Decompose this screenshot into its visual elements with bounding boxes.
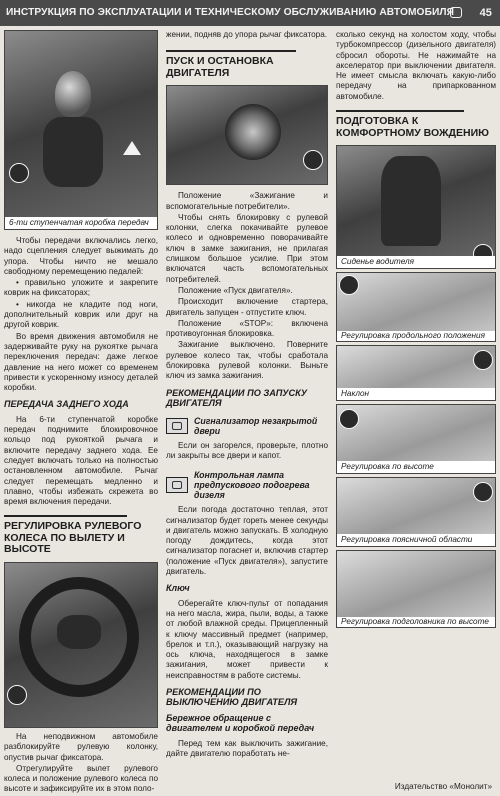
column-right	[336, 30, 496, 631]
figure-caption: Регулировка по высоте	[337, 461, 495, 473]
figure-caption: Регулировка подголовника по высоте	[337, 617, 495, 627]
brand-badge-icon	[7, 685, 27, 705]
column-left	[4, 30, 158, 796]
brand-badge-icon	[473, 482, 493, 502]
page-header	[0, 0, 500, 26]
page-number: 45	[479, 7, 492, 19]
paragraph: Если погода достаточно теплая, этот сигнализатор будет гореть менее секунды и двигатель можно запускать. В холодную погоду дождитесь, когда этот сигнализатор погаснет и, включив стартер (положение «Пуск двигателя»), запустите двигатель.	[166, 505, 328, 577]
paragraph: Отрегулируйте вылет рулевого колеса и положение рулевого колеса по высоте и зафиксируйте их в этом поло-	[4, 763, 158, 794]
paragraph: Положение «STOP»: включена противоугонная блокировка.	[166, 318, 328, 339]
section-heading: РЕКОМЕНДАЦИИ ПО ЗАПУСКУ ДВИГАТЕЛЯ	[166, 387, 308, 408]
warning-label: Сигнализатор незакрытой двери	[194, 415, 318, 436]
paragraph: Перед тем как выключить зажигание, дайте двигателю поработать не-	[166, 738, 328, 758]
divider	[4, 515, 127, 517]
section-heading: РЕКОМЕНДАЦИИ ПО ВЫКЛЮЧЕНИЮ ДВИГАТЕЛЯ	[166, 687, 298, 707]
divider	[336, 110, 464, 112]
glow-plug-icon	[166, 477, 188, 493]
paragraph: Положение «Зажигание и вспомогательные потребители».	[166, 191, 328, 211]
section-heading: РЕГУЛИРОВКА РУЛЕВОГО КОЛЕСА ПО ВЫЛЕТУ И ВЫСОТЕ	[4, 520, 142, 556]
gear-knob-shape	[55, 71, 91, 117]
warning-label: Контрольная лампа предпускового подогрева дизеля	[194, 469, 310, 501]
brand-badge-icon	[303, 150, 323, 170]
paragraph: сколько секунд на холостом ходу, чтобы турбокомпрессор (дизельного двигателя) сбросил обороты. Не нажимайте на акселератор при выключении двигателя. Не имеет смысла включать какую-либо передачу на припаркованном автомобиле.	[336, 30, 496, 101]
header-title: ИНСТРУКЦИЯ ПО ЭКСПЛУАТАЦИИ И ТЕХНИЧЕСКОМУ ОБСЛУЖИВАНИЮ АВТОМОБИЛЯ	[6, 7, 455, 18]
paragraph: На 6-ти ступенчатой коробке передач поднимите блокировочное кольцо под рукояткой рычага и включите передачу заднего хода. Ее следует включать только на полностью остановленном автомобиле. Рычаг следует перемещать медленно и плавно, чтобы избежать скрежета во время включения передачи.	[4, 414, 158, 507]
section-heading: Ключ	[166, 583, 190, 594]
steering-wheel-photo	[4, 562, 158, 728]
paragraph: Если он загорелся, проверьте, плотно ли закрыты все двери и капот.	[166, 441, 328, 461]
seat-recline-photo	[336, 345, 496, 401]
divider	[166, 50, 296, 52]
headrest-photo	[336, 550, 496, 628]
bullet-item: • правильно уложите и закрепите коврик на фиксаторах;	[4, 278, 158, 298]
column-middle	[166, 30, 328, 760]
ignition-switch-photo	[166, 85, 328, 185]
paragraph: Происходит включение стартера, двигатель запущен - отпустите ключ.	[166, 297, 328, 317]
seat-lumbar-photo	[336, 477, 496, 547]
section-heading: ПУСК И ОСТАНОВКА ДВИГАТЕЛЯ	[166, 55, 274, 79]
brand-badge-icon	[9, 163, 29, 183]
seat-slide-photo	[336, 272, 496, 342]
wheel-hub-shape	[57, 615, 101, 649]
figure-caption: Регулировка продольного положения	[337, 331, 495, 341]
section-heading: ПОДГОТОВКА К КОМФОРТНОМУ ВОЖДЕНИЮ	[336, 115, 489, 139]
arrow-up-icon	[123, 141, 141, 155]
bullet-item: • никогда не кладите под ноги, дополнительный коврик или друг на другой коврик.	[4, 299, 158, 330]
paragraph: Чтобы снять блокировку с рулевой колонки, слегка покачивайте рулевое колесо и одновременно поворачивайте ключ в замке зажигания, не прилагая слишком большое усилие. При этом включатся часть вспомогательных потребителей.	[166, 212, 328, 284]
seat-back-shape	[381, 156, 441, 246]
brand-badge-icon	[473, 350, 493, 370]
paragraph: Во время движения автомобиля не задерживайте руку на рукоятке рычага переключения передач: даже легкое давление на него может со временем привести к ускоренному износу деталей коробки.	[4, 331, 158, 393]
driver-seat-photo	[336, 145, 496, 269]
paragraph: Положение «Пуск двигателя».	[178, 285, 293, 295]
publisher-footer: Издательство «Монолит»	[394, 782, 492, 791]
paragraph: жении, подняв до упора рычаг фиксатора.	[166, 30, 328, 39]
paragraph: Зажигание выключено. Поверните рулевое колесо так, чтобы сработала блокировка рулевой колонки. Выньте ключ из замка зажигания.	[166, 340, 328, 381]
manual-book-icon	[450, 7, 462, 18]
paragraph: Чтобы передачи включались легко, надо сцепления следует выжимать до упора. Чтобы ничто не мешало свободному перемещению педалей:	[4, 236, 158, 276]
section-heading: ПЕРЕДАЧА ЗАДНЕГО ХОДА	[4, 399, 129, 410]
seat-height-photo	[336, 404, 496, 474]
ignition-lock-shape	[225, 104, 281, 160]
paragraph: На неподвижном автомобиле разблокируйте рулевую колонку, опустив рычаг фиксатора.	[4, 731, 158, 762]
figure-caption: 6-ти ступенчатая коробка передач	[5, 217, 157, 229]
gearbox-photo	[4, 30, 158, 230]
figure-caption: Сиденье водителя	[337, 256, 495, 268]
figure-caption: Регулировка поясничной области	[337, 534, 495, 546]
door-warning-icon	[166, 418, 188, 434]
figure-caption: Наклон	[337, 388, 495, 400]
brand-badge-icon	[339, 409, 359, 429]
section-heading: Бережное обращение с двигателем и коробкой передач	[166, 713, 315, 734]
gear-boot-shape	[43, 117, 103, 187]
warning-row-glow	[166, 470, 328, 501]
paragraph: Оберегайте ключ-пульт от попадания на него масла, жира, пыли, воды, а также от любой влажной среды. Прицепленный к ключу массивный предмет (например, брелок и т.п.), оказывающий нагрузку на ось ключа, находящегося в замке зажигания, может привести к неисправностям в работе системы.	[166, 598, 328, 680]
brand-badge-icon	[339, 275, 359, 295]
warning-row-door	[166, 416, 328, 436]
